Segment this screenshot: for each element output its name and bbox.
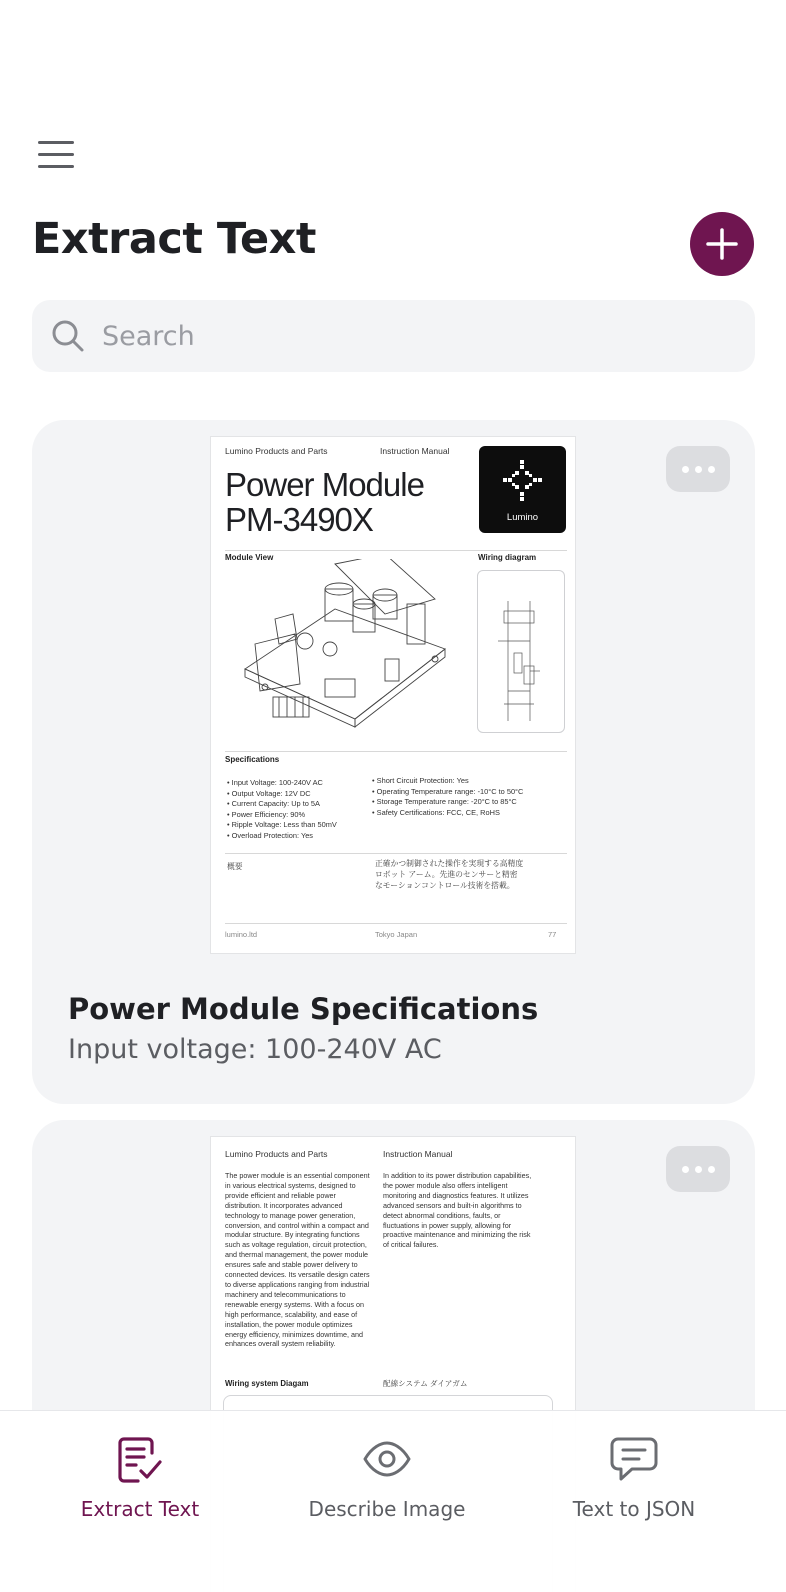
divider (225, 923, 567, 924)
card-title: Power Module Specifications (68, 992, 539, 1026)
more-options-button[interactable] (666, 446, 730, 492)
doc-heading-line: PM-3490X (225, 501, 373, 538)
more-options-button[interactable] (666, 1146, 730, 1192)
divider (225, 751, 567, 752)
doc-type: Instruction Manual (383, 1149, 453, 1159)
spec-item: • Operating Temperature range: -10°C to 50°C (372, 787, 523, 798)
hamburger-line (38, 165, 74, 168)
spec-item: • Power Efficiency: 90% (227, 810, 337, 821)
doc-company: Lumino Products and Parts (225, 1149, 328, 1159)
spec-item: • Current Capacity: Up to 5A (227, 799, 337, 810)
more-horizontal-icon (682, 1166, 689, 1173)
circuit-diagram (478, 571, 566, 734)
doc-paragraph: In addition to its power distribution capabilities, the power module also offers intelligent monitoring and diagnostics features. It utilizes advanced sensors and built-in algorithms to detect abnormal conditions, faults, or fluctuations in power supply, allowing for proactive maintenance and minimizing the risk of critical failures. (383, 1171, 532, 1250)
tab-describe-image[interactable] (287, 1433, 487, 1521)
summary-text: 正確かつ制御された操作を実現する高精度ロボット アーム。先進のセンサーと精密なモーションコントロール技術を搭載。 (375, 859, 524, 890)
tab-label: Describe Image (308, 1497, 466, 1521)
specs-left-list (227, 778, 337, 842)
module-illustration (235, 559, 455, 729)
more-dot (695, 466, 702, 473)
doc-footer-left: lumino.ltd (225, 930, 258, 939)
more-dot (708, 1166, 715, 1173)
tab-text-to-json[interactable] (534, 1433, 734, 1521)
more-horizontal-icon (682, 466, 689, 473)
wiring-system-label: Wiring system Diagam (225, 1379, 309, 1388)
hamburger-line (38, 153, 74, 156)
doc-heading (225, 467, 424, 537)
document-thumbnail (210, 436, 576, 954)
doc-paragraph: The power module is an essential component in various electrical systems, designed to provide efficient and reliable power distribution. It incorporates advanced technology to manage power generation, conversion, and control within a compact and modular structure. By integrating functions such as voltage regulation, circuit protection, and thermal management, the power module ensures safe and stable power delivery to connected devices. Its versatile design caters to diverse applications ranging from industrial machinery and telecommunications to renewable energy systems. With a focus on high performance, scalability, and ease of installation, the power module optimizes energy efficiency, minimizes downtime, and enhances overall system reliability. (225, 1171, 370, 1349)
card-subtitle: Input voltage: 100-240V AC (68, 1034, 442, 1065)
chat-bubble-icon (608, 1433, 660, 1485)
more-dot (695, 1166, 702, 1173)
specs-label: Specifications (225, 755, 280, 764)
doc-footer-mid: Tokyo Japan (375, 930, 418, 939)
sparkle-icon (479, 446, 566, 516)
search-bar[interactable] (32, 300, 755, 372)
lumino-logo (479, 446, 566, 533)
spec-item: • Safety Certifications: FCC, CE, RoHS (372, 808, 523, 819)
plus-icon (705, 227, 739, 261)
tab-label: Extract Text (80, 1497, 200, 1521)
page-title: Extract Text (32, 214, 316, 264)
spec-item: • Overload Protection: Yes (227, 831, 337, 842)
wiring-system-label-jp: 配線システム ダイアガム (383, 1379, 468, 1388)
doc-type: Instruction Manual (380, 446, 450, 456)
doc-heading-line: Power Module (225, 466, 424, 503)
document-check-icon (114, 1433, 166, 1485)
tab-label: Text to JSON (572, 1497, 696, 1521)
spec-item: • Output Voltage: 12V DC (227, 789, 337, 800)
doc-company: Lumino Products and Parts (225, 446, 328, 456)
menu-button[interactable] (30, 134, 82, 174)
divider (225, 550, 567, 551)
search-input[interactable] (102, 321, 702, 352)
spec-item: • Short Circuit Protection: Yes (372, 776, 523, 787)
hamburger-menu-icon (38, 141, 74, 144)
doc-footer-page: 77 (548, 930, 557, 939)
logo-text: Lumino (506, 512, 539, 523)
bottom-tab-bar (0, 1410, 786, 1592)
add-button[interactable] (690, 212, 754, 276)
eye-icon (361, 1433, 413, 1485)
module-view-label: Module View (225, 553, 274, 562)
spec-item: • Ripple Voltage: Less than 50mV (227, 820, 337, 831)
wiring-label: Wiring diagram (478, 553, 537, 562)
tab-extract-text[interactable] (40, 1433, 240, 1521)
more-dot (708, 466, 715, 473)
document-card[interactable] (32, 420, 755, 1104)
spec-item: • Input Voltage: 100-240V AC (227, 778, 337, 789)
specs-right-list (372, 776, 523, 818)
spec-item: • Storage Temperature range: -20°C to 85°C (372, 797, 523, 808)
wiring-diagram (477, 570, 565, 733)
divider (225, 853, 567, 854)
search-icon (50, 318, 86, 354)
summary-label: 概要 (227, 862, 243, 871)
